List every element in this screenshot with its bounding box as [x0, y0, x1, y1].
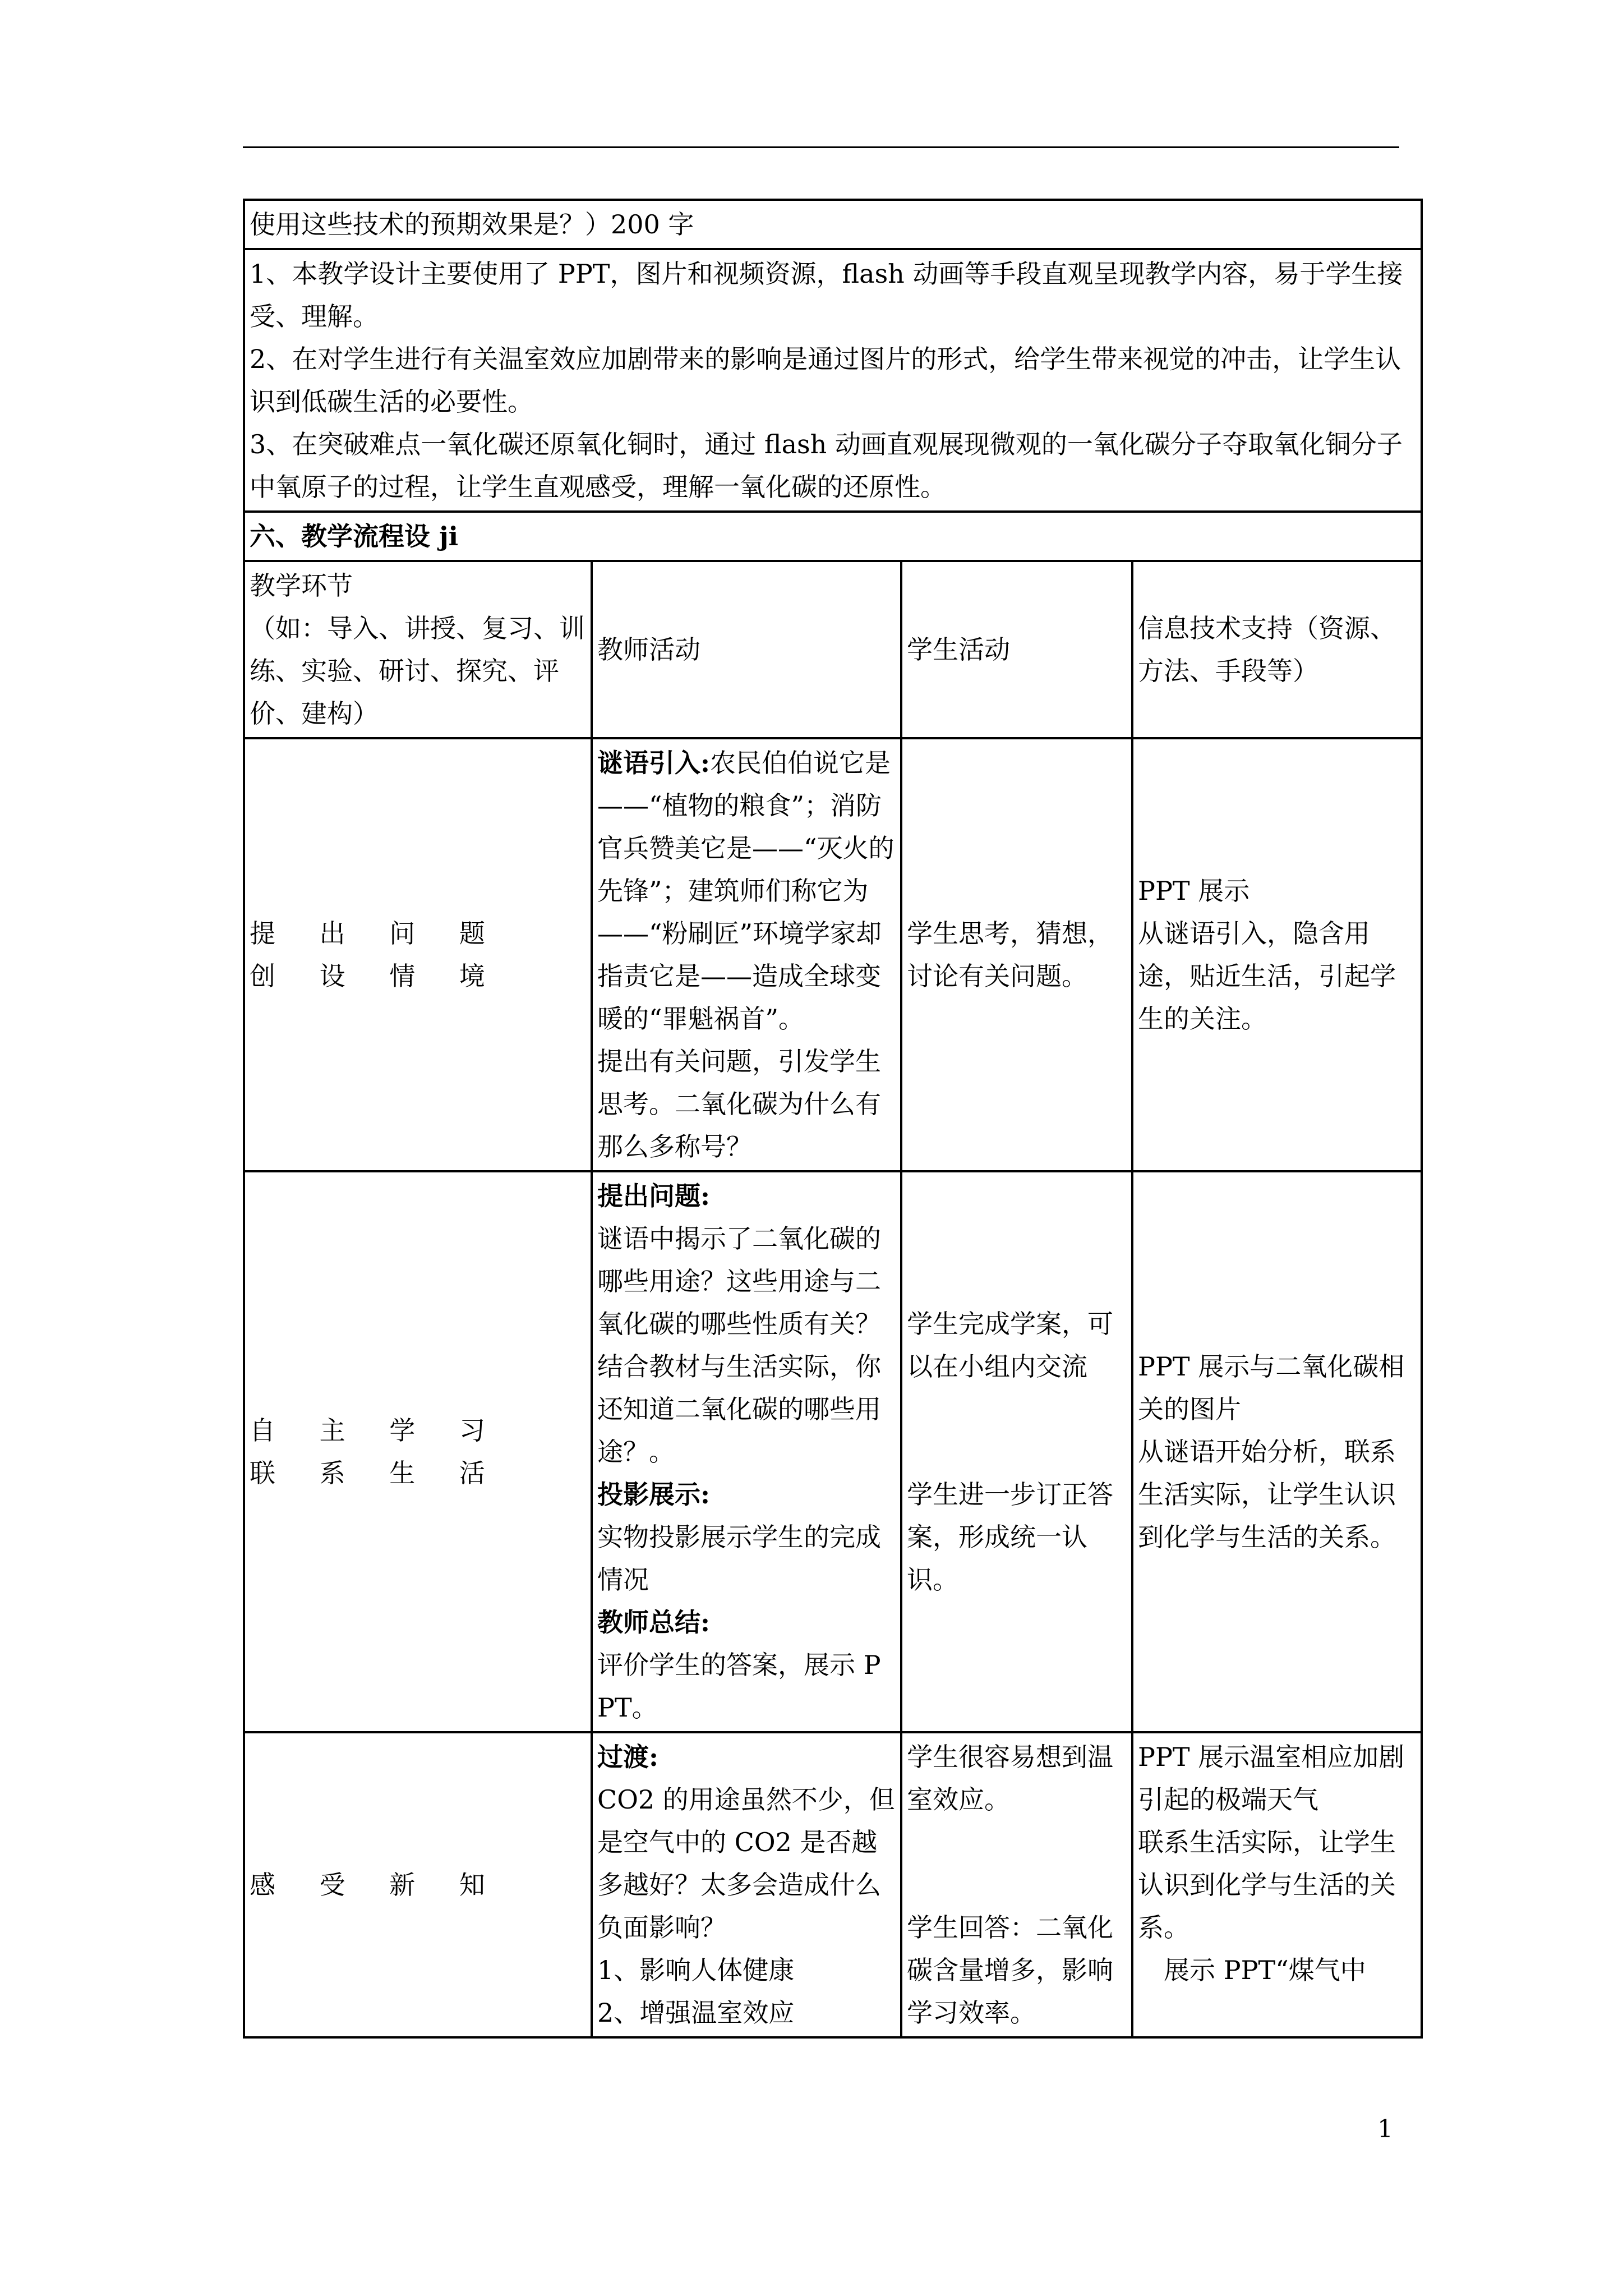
- column-header-row: [244, 561, 1422, 738]
- it-support-text: PPT 展示: [1138, 876, 1250, 906]
- table-row: [244, 1732, 1422, 2037]
- activity-text: 实物投影展示学生的完成情况: [597, 1522, 881, 1595]
- student-activity-text: 学生进一步订正答案，形成统一认识。: [907, 1479, 1113, 1595]
- it-support-cell: [1132, 738, 1422, 1171]
- student-activity-cell: [901, 1171, 1132, 1732]
- activity-text: 2、增强温室效应: [597, 1998, 795, 2028]
- column-header-teacher: 教师活动: [592, 561, 901, 738]
- activity-heading: 提出问题:: [597, 1181, 710, 1211]
- activity-heading: 过渡:: [597, 1742, 658, 1772]
- student-activity-text: 学生回答：二氧化碳含量增多，影响学习效率。: [907, 1912, 1113, 2028]
- student-activity-cell: [901, 738, 1132, 1171]
- section-title: 六、教学流程设 ji: [244, 512, 1422, 561]
- section-title-row: [244, 512, 1422, 561]
- student-activity-text: 学生完成学案，可以在小组内交流: [907, 1309, 1113, 1382]
- it-support-cell: [1132, 1732, 1422, 2037]
- effect-body: [244, 249, 1422, 512]
- column-header-label: 教学环节: [250, 570, 353, 601]
- column-header-note: （如：导入、讲授、复习、训练、实验、研讨、探究、评价、建构）: [250, 613, 585, 729]
- stage-cell: [244, 1171, 592, 1732]
- it-support-text: 从谜语引入，隐含用途，贴近生活，引起学生的关注。: [1138, 918, 1396, 1034]
- column-header-stage: [244, 561, 592, 738]
- effect-paragraph: 1、本教学设计主要使用了 PPT，图片和视频资源，flash 动画等手段直观呈现教学内容，易于学生接受、理解。: [250, 259, 1403, 332]
- table-row: [244, 738, 1422, 1171]
- it-support-cell: [1132, 1171, 1422, 1732]
- student-activity-text: 学生很容易想到温室效应。: [907, 1742, 1113, 1815]
- it-support-text: 联系生活实际，让学生认识到化学与生活的关系。: [1138, 1827, 1396, 1943]
- teacher-activity-cell: [592, 738, 901, 1171]
- teacher-activity-cell: [592, 1171, 901, 1732]
- header-rule: [243, 146, 1399, 148]
- stage-label: 感 受 新 知: [250, 1870, 503, 1900]
- activity-text: 农民伯伯说它是——“植物的粮食”；消防官兵赞美它是——“灭火的先锋”；建筑师们称它为——“粉刷匠”环境学家却指责它是——造成全球变暖的“罪魁祸首”。: [597, 748, 895, 1034]
- stage-label: 提 出 问 题: [250, 918, 503, 949]
- student-activity-cell: [901, 1732, 1132, 2037]
- column-header-it: 信息技术支持（资源、方法、手段等）: [1132, 561, 1422, 738]
- page-number: 1: [1377, 2115, 1393, 2143]
- table-row: [244, 1171, 1422, 1732]
- stage-cell: [244, 738, 592, 1171]
- stage-cell: [244, 1732, 592, 2037]
- activity-text: 1、影响人体健康: [597, 1955, 795, 1985]
- column-header-student: 学生活动: [901, 561, 1132, 738]
- effect-heading-row: [244, 200, 1422, 249]
- activity-heading: 教师总结:: [597, 1607, 710, 1637]
- teacher-activity-cell: [592, 1732, 901, 2037]
- activity-text: 提出有关问题，引发学生思考。二氧化碳为什么有那么多称号？: [597, 1046, 881, 1162]
- it-support-text: PPT 展示与二氧化碳相关的图片: [1138, 1351, 1405, 1424]
- stage-label: 联 系 生 活: [250, 1458, 503, 1488]
- activity-text: CO2 的用途虽然不少，但是空气中的 CO2 是否越多越好？太多会造成什么负面影响？: [597, 1784, 895, 1943]
- it-support-text: 展示 PPT“煤气中: [1164, 1955, 1366, 1985]
- effect-paragraph: 2、在对学生进行有关温室效应加剧带来的影响是通过图片的形式，给学生带来视觉的冲击，让学生认识到低碳生活的必要性。: [250, 344, 1401, 417]
- activity-heading: 投影展示:: [597, 1479, 710, 1510]
- stage-label: 创 设 情 境: [250, 961, 503, 991]
- activity-text: 谜语中揭示了二氧化碳的哪些用途？这些用途与二氧化碳的哪些性质有关？结合教材与生活实际，你还知道二氧化碳的哪些用途？。: [597, 1223, 881, 1467]
- effect-body-row: [244, 249, 1422, 512]
- it-support-text: 从谜语开始分析，联系生活实际，让学生认识到化学与生活的关系。: [1138, 1437, 1396, 1552]
- lesson-plan-table: [243, 199, 1423, 2039]
- it-support-text: PPT 展示温室相应加剧引起的极端天气: [1138, 1742, 1405, 1815]
- effect-paragraph: 3、在突破难点一氧化碳还原氧化铜时，通过 flash 动画直观展现微观的一氧化碳分子夺取氧化铜分子中氧原子的过程，让学生直观感受，理解一氧化碳的还原性。: [250, 429, 1403, 502]
- stage-label: 自 主 学 习: [250, 1415, 503, 1446]
- student-activity-text: 学生思考，猜想，讨论有关问题。: [907, 918, 1113, 991]
- effect-heading: 使用这些技术的预期效果是？）200 字: [244, 200, 1422, 249]
- activity-heading: 谜语引入:: [597, 748, 710, 778]
- activity-text: 评价学生的答案，展示 PPT。: [597, 1650, 881, 1723]
